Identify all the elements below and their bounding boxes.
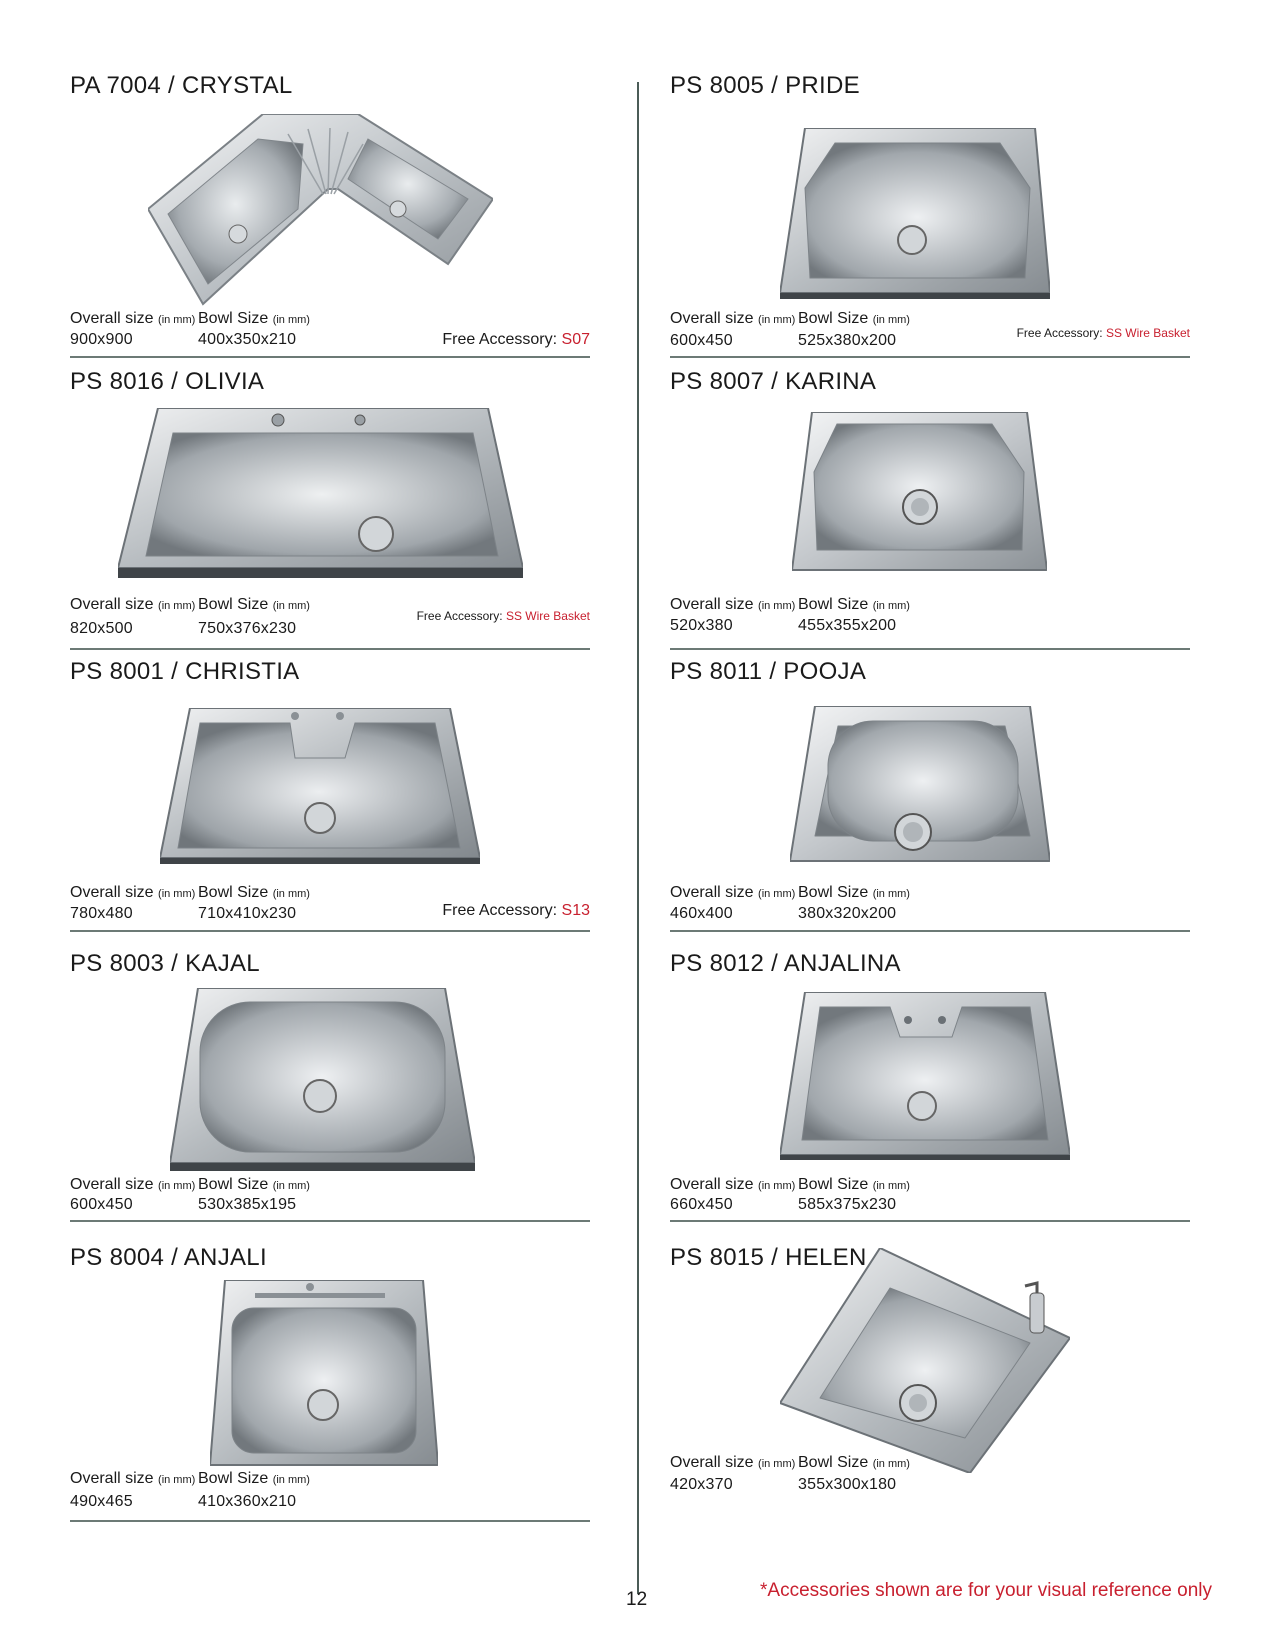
section-rule — [70, 930, 590, 932]
accessories-footnote: *Accessories shown are for your visual reference only — [760, 1580, 1212, 1601]
bowl-size-value: 380x320x200 — [798, 905, 897, 922]
free-accessory: Free Accessory: SS Wire Basket — [416, 609, 590, 623]
notched-sink-image — [160, 708, 480, 868]
product-christia — [70, 658, 590, 948]
section-rule — [70, 1520, 590, 1522]
product-helen — [670, 1244, 1190, 1554]
overall-size-value: 660x450 — [670, 1196, 733, 1213]
bowl-size-label: Bowl Size (in mm) — [198, 310, 310, 327]
product-anjalina — [670, 950, 1190, 1240]
product-crystal — [70, 72, 590, 372]
overall-size-label: Overall size (in mm) — [670, 1176, 796, 1193]
bowl-size-value: 530x385x195 — [198, 1196, 297, 1213]
section-rule — [70, 1220, 590, 1222]
section-rule — [670, 930, 1190, 932]
overall-size-label: Overall size (in mm) — [70, 1470, 196, 1487]
bowl-size-value: 410x360x210 — [198, 1493, 297, 1510]
free-accessory: Free Accessory: S07 — [442, 331, 590, 348]
bowl-size-label: Bowl Size (in mm) — [198, 596, 310, 613]
product-title: PS 8003 / KAJAL — [70, 950, 260, 977]
octagonal-sink-image — [780, 128, 1050, 300]
page-number: 12 — [626, 1589, 648, 1610]
bowl-size-value: 525x380x200 — [798, 332, 897, 349]
free-accessory: Free Accessory: SS Wire Basket — [1016, 326, 1190, 340]
product-title: PS 8016 / OLIVIA — [70, 368, 265, 395]
section-rule — [70, 356, 590, 358]
product-olivia — [70, 368, 590, 658]
product-title: PS 8004 / ANJALI — [70, 1244, 267, 1271]
section-rule — [70, 648, 590, 650]
product-title: PS 8001 / CHRISTIA — [70, 658, 300, 685]
bowl-size-value: 585x375x230 — [798, 1196, 897, 1213]
bowl-size-label: Bowl Size (in mm) — [798, 1176, 910, 1193]
product-pooja — [670, 658, 1190, 948]
overall-size-value: 900x900 — [70, 331, 133, 348]
accessory-code: SS Wire Basket — [505, 609, 590, 623]
free-accessory: Free Accessory: S13 — [442, 902, 590, 919]
overall-size-value: 600x450 — [670, 332, 733, 349]
product-title: PS 8005 / PRIDE — [670, 72, 860, 99]
overall-size-label: Overall size (in mm) — [70, 1176, 196, 1193]
accessory-code: S13 — [561, 902, 590, 919]
overall-size-value: 420x370 — [670, 1476, 733, 1493]
bowl-size-value: 455x355x200 — [798, 617, 897, 634]
overall-size-value: 820x500 — [70, 620, 133, 637]
overall-size-value: 520x380 — [670, 617, 733, 634]
product-pride — [670, 72, 1190, 372]
overall-size-value: 460x400 — [670, 905, 733, 922]
bowl-size-value: 710x410x230 — [198, 905, 297, 922]
bowl-size-value: 750x376x230 — [198, 620, 297, 637]
bowl-size-label: Bowl Size (in mm) — [198, 1176, 310, 1193]
product-title: PS 8007 / KARINA — [670, 368, 877, 395]
accessory-code: S07 — [561, 331, 590, 348]
overall-size-label: Overall size (in mm) — [670, 884, 796, 901]
overall-size-label: Overall size (in mm) — [70, 884, 196, 901]
section-rule — [670, 356, 1190, 358]
bowl-size-label: Bowl Size (in mm) — [798, 596, 910, 613]
tilted-sink-with-dispenser-image — [780, 1248, 1070, 1473]
overall-size-label: Overall size (in mm) — [70, 596, 196, 613]
bowl-size-value: 400x350x210 — [198, 331, 297, 348]
overall-size-label: Overall size (in mm) — [670, 1454, 796, 1471]
product-title: PS 8015 / HELEN — [670, 1244, 867, 1271]
corner-double-bowl-sink-image — [148, 114, 493, 309]
section-rule — [670, 1220, 1190, 1222]
section-rule — [670, 648, 1190, 650]
overall-size-value: 780x480 — [70, 905, 133, 922]
overall-size-label: Overall size (in mm) — [70, 310, 196, 327]
bowl-size-label: Bowl Size (in mm) — [798, 310, 910, 327]
product-anjali — [70, 1244, 590, 1554]
overall-size-label: Overall size (in mm) — [670, 596, 796, 613]
rounded-sink-image — [170, 988, 475, 1176]
accessory-code: SS Wire Basket — [1105, 326, 1190, 340]
anjalina-sink-image — [780, 992, 1070, 1162]
pooja-sink-image — [790, 706, 1050, 864]
bowl-size-label: Bowl Size (in mm) — [198, 884, 310, 901]
column-divider — [637, 82, 639, 1594]
square-sink-image — [210, 1280, 438, 1468]
karina-sink-image — [792, 412, 1047, 572]
product-title: PA 7004 / CRYSTAL — [70, 72, 293, 99]
product-title: PS 8011 / POOJA — [670, 658, 867, 685]
rectangular-sink-image — [118, 408, 523, 580]
overall-size-label: Overall size (in mm) — [670, 310, 796, 327]
overall-size-value: 600x450 — [70, 1196, 133, 1213]
bowl-size-label: Bowl Size (in mm) — [798, 884, 910, 901]
product-title: PS 8012 / ANJALINA — [670, 950, 901, 977]
product-karina — [670, 368, 1190, 658]
bowl-size-value: 355x300x180 — [798, 1476, 897, 1493]
product-kajal — [70, 950, 590, 1240]
bowl-size-label: Bowl Size (in mm) — [798, 1454, 910, 1471]
overall-size-value: 490x465 — [70, 1493, 133, 1510]
bowl-size-label: Bowl Size (in mm) — [198, 1470, 310, 1487]
